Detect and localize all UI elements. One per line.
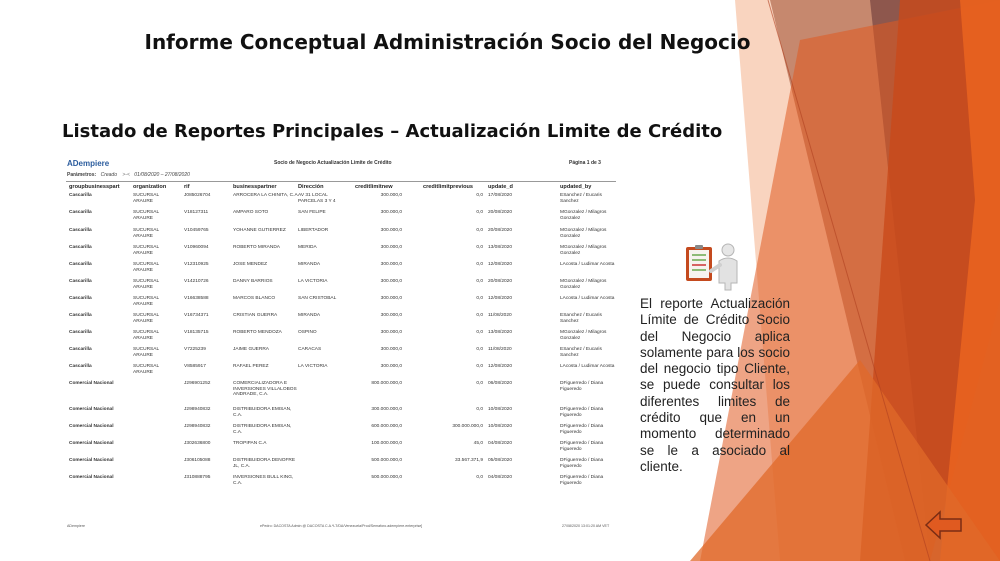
cell-rif: V12310925: [184, 262, 209, 267]
cell-group: Cascarilla: [69, 279, 92, 284]
cell-direccion: LIBERTADOR: [298, 228, 329, 233]
cell-creditlimitnew: 300.000,0: [380, 262, 402, 267]
table-row: [64, 407, 619, 424]
cell-creditlimitnew: 500.000.000,0: [371, 458, 402, 463]
report-description: El reporte Actualización Límite de Crédito Socio del Negocio aplica solamente para los socio del negocio tipo Cliente, se puede consultar los diferentes limites de crédito que en un momento determinado se le a asociado al cliente.: [640, 296, 790, 474]
cell-creditlimitnew: 800.000.000,0: [371, 381, 402, 386]
cell-updated-by: DFiguerredo / Diana Figueredo: [560, 475, 604, 486]
cell-direccion: MIRANDA: [298, 313, 321, 318]
cell-creditlimitprevious: 0,0: [476, 245, 483, 250]
cell-rif: V7225239: [184, 347, 206, 352]
cell-group: Cascarilla: [69, 245, 92, 250]
cell-rif: J306105088: [184, 458, 211, 463]
cell-creditlimitnew: 300.000,0: [380, 330, 402, 335]
cell-creditlimitprevious: 0,0: [476, 262, 483, 267]
cell-rif: J302636800: [184, 441, 211, 446]
cell-group: Cascarilla: [69, 262, 92, 267]
cell-creditlimitnew: 300.000,0: [380, 313, 402, 318]
table-row: [64, 193, 619, 210]
cell-creditlimitnew: 300.000,0: [380, 347, 402, 352]
cell-rif: J296901252: [184, 381, 211, 386]
col-header-groupbusinesspart: groupbusinesspart: [69, 184, 120, 190]
cell-update-date: 06/08/2020: [488, 381, 513, 386]
slide-title: Informe Conceptual Administración Socio del Negocio: [144, 30, 751, 54]
col-header-creditlimitprevious: creditlimitprevious: [423, 184, 474, 190]
cell-group: Cascarilla: [69, 296, 92, 301]
cell-group: Cascarilla: [69, 193, 92, 198]
cell-group: Cascarilla: [69, 347, 92, 352]
cell-update-date: 12/08/2020: [488, 262, 513, 267]
params-range: 01/08/2020 – 27/08/2020: [134, 172, 190, 178]
cell-creditlimitnew: 300.000,0: [380, 279, 402, 284]
table-row: [64, 245, 619, 262]
cell-businesspartner: ARROCERA LA CHINITA, C.A: [233, 193, 298, 198]
cell-direccion: SAN CRISTOBAL: [298, 296, 337, 301]
cell-update-date: 11/08/2020: [488, 347, 512, 352]
cell-creditlimitnew: 300.000,0: [380, 296, 402, 301]
col-header-updated-by: updated_by: [560, 184, 592, 190]
cell-organization: SUCURSAL ARAURE: [133, 313, 159, 324]
cell-businesspartner: JOSE MENDEZ: [233, 262, 268, 267]
cell-direccion: MIRANDA: [298, 262, 321, 267]
cell-rif: V10459765: [184, 228, 209, 233]
cell-update-date: 20/08/2020: [488, 228, 513, 233]
cell-updated-by: DFiguerredo / Diana Figueredo: [560, 424, 604, 435]
cell-creditlimitprevious: 0,0: [476, 279, 483, 284]
cell-updated-by: ESanchez / Eucaris Sanchez: [560, 313, 602, 324]
cell-direccion: AV 31 LOCAL PARCELAS 3 Y 4: [298, 193, 336, 204]
cell-group: Cascarilla: [69, 313, 92, 318]
cell-update-date: 04/08/2020: [488, 475, 513, 480]
cell-creditlimitnew: 300.000,0: [380, 210, 402, 215]
slide-subtitle: Listado de Reportes Principales – Actualización Limite de Crédito: [62, 121, 723, 142]
table-row: [64, 475, 619, 492]
params-label: Parámetros:: [67, 172, 97, 178]
cell-direccion: OSPINO: [298, 330, 317, 335]
cell-group: Comercial Nacional: [69, 458, 114, 463]
cell-updated-by: ESanchez / Eucaris Sanchez: [560, 347, 602, 358]
table-row: [64, 424, 619, 441]
table-row: [64, 347, 619, 364]
cell-creditlimitnew: 300.000.000,0: [371, 407, 402, 412]
cell-rif: V18127311: [184, 210, 209, 215]
table-row: [64, 441, 619, 458]
col-header-direccion: Dirección: [298, 184, 324, 190]
cell-group: Cascarilla: [69, 330, 92, 335]
cell-update-date: 11/08/2020: [488, 313, 512, 318]
cell-direccion: MERIDA: [298, 245, 317, 250]
cell-update-date: 10/08/2020: [488, 407, 513, 412]
table-row: [64, 330, 619, 347]
table-row: [64, 262, 619, 279]
table-row: [64, 313, 619, 330]
cell-group: Comercial Nacional: [69, 407, 114, 412]
cell-creditlimitprevious: 300.000.000,0: [452, 424, 483, 429]
params-criterion: >-<: [122, 172, 130, 178]
params-value: Creado: [100, 172, 117, 178]
cell-businesspartner: AMPARO SOTO: [233, 210, 269, 215]
cell-rif: V16638588: [184, 296, 209, 301]
cell-updated-by: MGonzalez / Milagros Gonzalez: [560, 330, 607, 341]
cell-creditlimitprevious: 33.567.371,9: [454, 458, 483, 463]
cell-updated-by: MGonzalez / Milagros Gonzalez: [560, 210, 607, 221]
cell-organization: SUCURSAL ARAURE: [133, 262, 159, 273]
table-row: [64, 364, 619, 381]
cell-update-date: 13/08/2020: [488, 330, 513, 335]
cell-direccion: SAN FELIPE: [298, 210, 326, 215]
cell-updated-by: DFiguerredo / Diana Figueredo: [560, 441, 604, 452]
cell-creditlimitprevious: 0,0: [476, 347, 483, 352]
cell-direccion: LA VICTORIA: [298, 364, 328, 369]
cell-group: Comercial Nacional: [69, 381, 114, 386]
cell-businesspartner: YOHANNE GUTIERREZ: [233, 228, 286, 233]
cell-rif: J085026704: [184, 193, 211, 198]
cell-update-date: 10/08/2020: [488, 424, 513, 429]
cell-creditlimitnew: 600.000.000,0: [371, 424, 402, 429]
cell-rif: V10960094: [184, 245, 209, 250]
cell-businesspartner: DISTRIBUIDORA EMISAN, C.A.: [233, 407, 292, 418]
back-arrow-icon[interactable]: [924, 509, 964, 541]
col-header-creditlimitnew: creditlimitnew: [355, 184, 393, 190]
table-row: [64, 228, 619, 245]
cell-businesspartner: INVERSIONES BULL KING, C.A.: [233, 475, 294, 486]
cell-rif: J298940832: [184, 407, 211, 412]
cell-creditlimitnew: 300.000,0: [380, 364, 402, 369]
cell-group: Comercial Nacional: [69, 424, 114, 429]
cell-businesspartner: COMERCIALIZADORA E INVERSIONES VILLALOBOS ANDRADE, C.A.: [233, 381, 297, 398]
cell-updated-by: DFiguerredo / Diana Figueredo: [560, 458, 604, 469]
cell-creditlimitprevious: 0,0: [476, 475, 483, 480]
cell-group: Cascarilla: [69, 364, 92, 369]
cell-creditlimitprevious: 0,0: [476, 296, 483, 301]
cell-update-date: 20/08/2020: [488, 210, 513, 215]
cell-direccion: LA VICTORIA: [298, 279, 328, 284]
cell-update-date: 05/08/2020: [488, 458, 513, 463]
cell-organization: SUCURSAL ARAURE: [133, 330, 159, 341]
report-image: [64, 157, 619, 532]
cell-rif: V8585917: [184, 364, 206, 369]
cell-creditlimitnew: 300.000,0: [380, 245, 402, 250]
table-row: [64, 210, 619, 228]
cell-businesspartner: RAFAEL PEREZ: [233, 364, 269, 369]
cell-creditlimitprevious: 0,0: [476, 364, 483, 369]
cell-creditlimitnew: 500.000.000,0: [371, 475, 402, 480]
cell-organization: SUCURSAL ARAURE: [133, 347, 159, 358]
cell-rif: V14210726: [184, 279, 209, 284]
cell-creditlimitnew: 100.000.000,0: [371, 441, 402, 446]
table-row: [64, 458, 619, 475]
cell-update-date: 12/08/2020: [488, 364, 513, 369]
cell-creditlimitprevious: 0,0: [476, 407, 483, 412]
cell-organization: SUCURSAL ARAURE: [133, 364, 159, 375]
cell-creditlimitprevious: 0,0: [476, 381, 483, 386]
cell-businesspartner: CRISTIAN GUERRA: [233, 313, 278, 318]
cell-organization: SUCURSAL ARAURE: [133, 245, 159, 256]
cell-rif: J310888795: [184, 475, 211, 480]
report-divider: [66, 181, 616, 182]
cell-businesspartner: DISTRIBUIDORA DENOFRE JL, C.A.: [233, 458, 296, 469]
table-row: [64, 279, 619, 296]
cell-direccion: CARACAS: [298, 347, 322, 352]
cell-creditlimitnew: 300.000,0: [380, 193, 402, 198]
cell-update-date: 20/08/2020: [488, 279, 513, 284]
cell-group: Cascarilla: [69, 228, 92, 233]
cell-group: Cascarilla: [69, 210, 92, 215]
cell-businesspartner: MARCOS BLANCO: [233, 296, 276, 301]
table-row: [64, 296, 619, 313]
cell-creditlimitnew: 300.000,0: [380, 228, 402, 233]
cell-updated-by: LAcosta / Ludimar Acosta: [560, 262, 615, 267]
checklist-figure-icon: [683, 241, 739, 291]
report-title: Socio de Negocio Actualización Limite de Crédito: [274, 160, 392, 166]
cell-organization: SUCURSAL ARAURE: [133, 193, 159, 204]
cell-updated-by: LAcosta / Ludimar Acosta: [560, 296, 615, 301]
cell-group: Comercial Nacional: [69, 475, 114, 480]
cell-creditlimitprevious: 0,0: [476, 210, 483, 215]
footer-right: 27/08/2020 13:01:20 AM VET: [562, 524, 610, 528]
cell-group: Comercial Nacional: [69, 441, 114, 446]
footer-left: ADempiere: [67, 524, 85, 528]
cell-creditlimitprevious: 0,0: [476, 313, 483, 318]
cell-organization: SUCURSAL ARAURE: [133, 228, 159, 239]
report-rows: [64, 193, 619, 492]
cell-update-date: 12/08/2020: [488, 296, 513, 301]
cell-businesspartner: DANNY BARRIOS: [233, 279, 273, 284]
cell-organization: SUCURSAL ARAURE: [133, 279, 159, 290]
cell-rif: V18135715: [184, 330, 209, 335]
cell-organization: SUCURSAL ARAURE: [133, 210, 159, 221]
cell-creditlimitprevious: 0,0: [476, 193, 483, 198]
cell-creditlimitprevious: 45,0: [473, 441, 483, 446]
cell-updated-by: ESanchez / Eucaris Sanchez: [560, 193, 602, 204]
col-header-rif: rif: [184, 184, 190, 190]
table-row: [64, 381, 619, 407]
cell-creditlimitprevious: 0,0: [476, 330, 483, 335]
col-header-businesspartner: businesspartner: [233, 184, 277, 190]
cell-update-date: 13/08/2020: [488, 245, 513, 250]
cell-businesspartner: ROBERTO MIRANDA: [233, 245, 280, 250]
cell-update-date: 04/08/2020: [488, 441, 513, 446]
cell-update-date: 17/08/2020: [488, 193, 513, 198]
cell-businesspartner: ROBERTO MENDOZA: [233, 330, 282, 335]
col-header-organization: organization: [133, 184, 167, 190]
cell-updated-by: MGonzalez / Milagros Gonzalez: [560, 245, 607, 256]
report-page-number: Página 1 de 3: [569, 160, 601, 166]
footer-center: ePedro: DACOSTA Admin @ DACOSTA C.A.*LT/DA/Venezuela/Prod/Semaforo.adempiere.enterprise]: [260, 524, 423, 528]
cell-updated-by: MGonzalez / Milagros Gonzalez: [560, 228, 607, 239]
report-parameters: [67, 172, 190, 178]
cell-businesspartner: DISTRIBUIDORA EMISAN, C.A.: [233, 424, 292, 435]
cell-updated-by: LAcosta / Ludimar Acosta: [560, 364, 615, 369]
cell-updated-by: MGonzalez / Milagros Gonzalez: [560, 279, 607, 290]
report-footer: [67, 524, 617, 530]
cell-businesspartner: JAIME GUERRA: [233, 347, 269, 352]
cell-organization: SUCURSAL ARAURE: [133, 296, 159, 307]
col-header-update-d: update_d: [488, 184, 513, 190]
cell-rif: V16734371: [184, 313, 209, 318]
report-logo: ADempiere: [67, 159, 110, 168]
cell-creditlimitprevious: 0,0: [476, 228, 483, 233]
cell-businesspartner: TROPIPAN C.A: [233, 441, 267, 446]
cell-rif: J298940832: [184, 424, 211, 429]
cell-updated-by: DFiguerredo / Diana Figueredo: [560, 407, 604, 418]
cell-updated-by: DFiguerredo / Diana Figueredo: [560, 381, 604, 392]
